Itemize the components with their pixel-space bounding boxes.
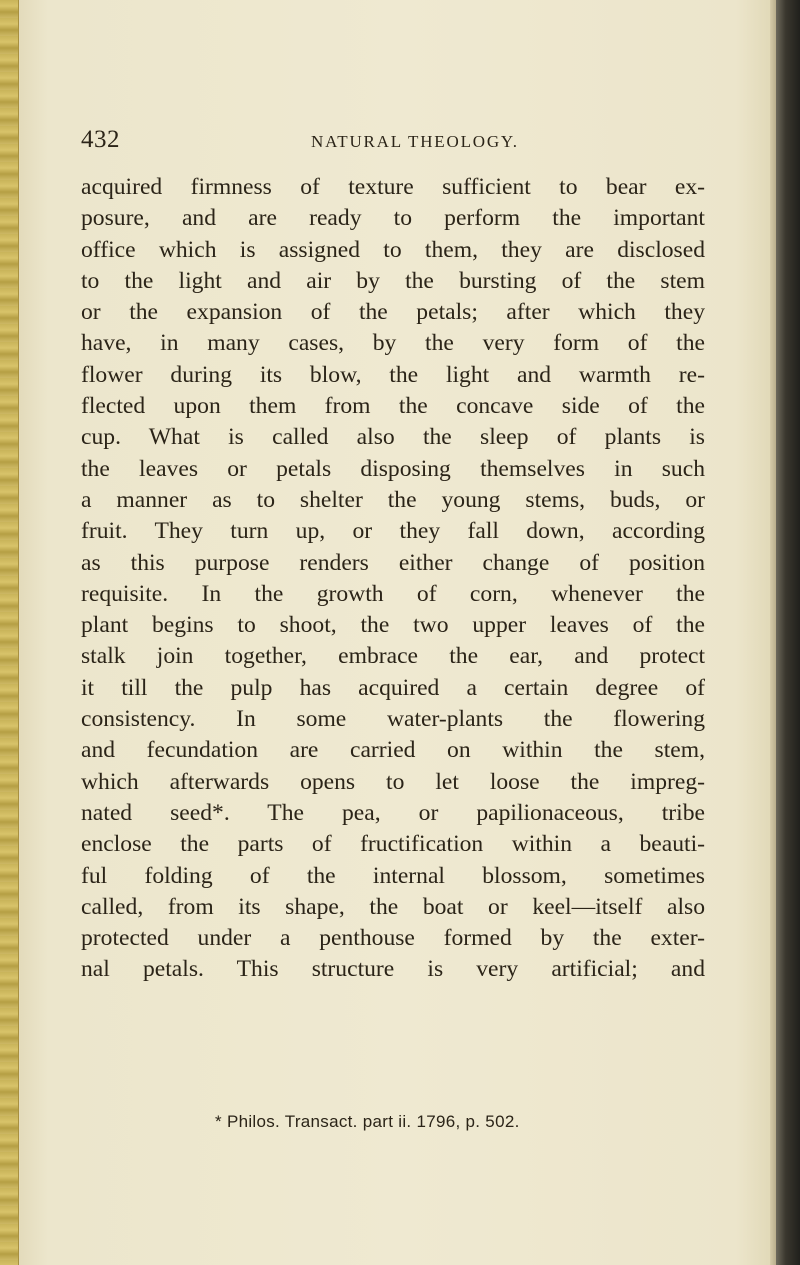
text-line: posure, and are ready to perform the important — [81, 205, 705, 232]
text-line: which afterwards opens to let loose the impreg- — [81, 768, 705, 795]
text-line: stalk join together, embrace the ear, and protect — [81, 643, 705, 670]
running-head: NATURAL THEOLOGY. — [311, 132, 519, 151]
footnote: * Philos. Transact. part ii. 1796, p. 502. — [215, 1112, 520, 1131]
text-line: flected upon them from the concave side of the — [81, 393, 705, 420]
text-line: a manner as to shelter the young stems, buds, or — [81, 486, 705, 513]
text-line: nated seed*. The pea, or papilionaceous, tribe — [81, 799, 705, 826]
text-line: or the expansion of the petals; after which they — [81, 299, 705, 326]
page-gutter — [0, 0, 19, 1265]
text-line: plant begins to shoot, the two upper leaves of the — [81, 612, 705, 639]
text-line: fruit. They turn up, or they fall down, according — [81, 518, 705, 545]
book-edge — [776, 0, 800, 1265]
text-line: as this purpose renders either change of position — [81, 549, 705, 576]
text-line: cup. What is called also the sleep of plants is — [81, 424, 705, 451]
text-line: the leaves or petals disposing themselves in such — [81, 455, 705, 482]
text-line: consistency. In some water-plants the flowering — [81, 706, 705, 733]
text-line: have, in many cases, by the very form of the — [81, 330, 705, 357]
text-line: acquired firmness of texture sufficient to bear ex- — [81, 174, 705, 200]
page-number: 432 — [81, 126, 120, 153]
text-line: ful folding of the internal blossom, sometimes — [81, 862, 705, 889]
text-line: and fecundation are carried on within the stem, — [81, 737, 705, 764]
page-header — [81, 126, 701, 156]
text-line: called, from its shape, the boat or keel—itself also — [81, 893, 705, 920]
text-line: nal petals. This structure is very artificial; and — [81, 956, 705, 983]
body-text — [81, 172, 705, 986]
text-line: flower during its blow, the light and warmth re- — [81, 361, 705, 388]
text-line: office which is assigned to them, they are disclosed — [81, 236, 705, 263]
text-line: it till the pulp has acquired a certain degree of — [81, 674, 705, 701]
text-line: protected under a penthouse formed by the exter- — [81, 925, 705, 952]
text-line: requisite. In the growth of corn, whenever the — [81, 580, 705, 607]
text-line: enclose the parts of fructification within a beauti- — [81, 831, 705, 858]
text-line: to the light and air by the bursting of the stem — [81, 267, 705, 294]
